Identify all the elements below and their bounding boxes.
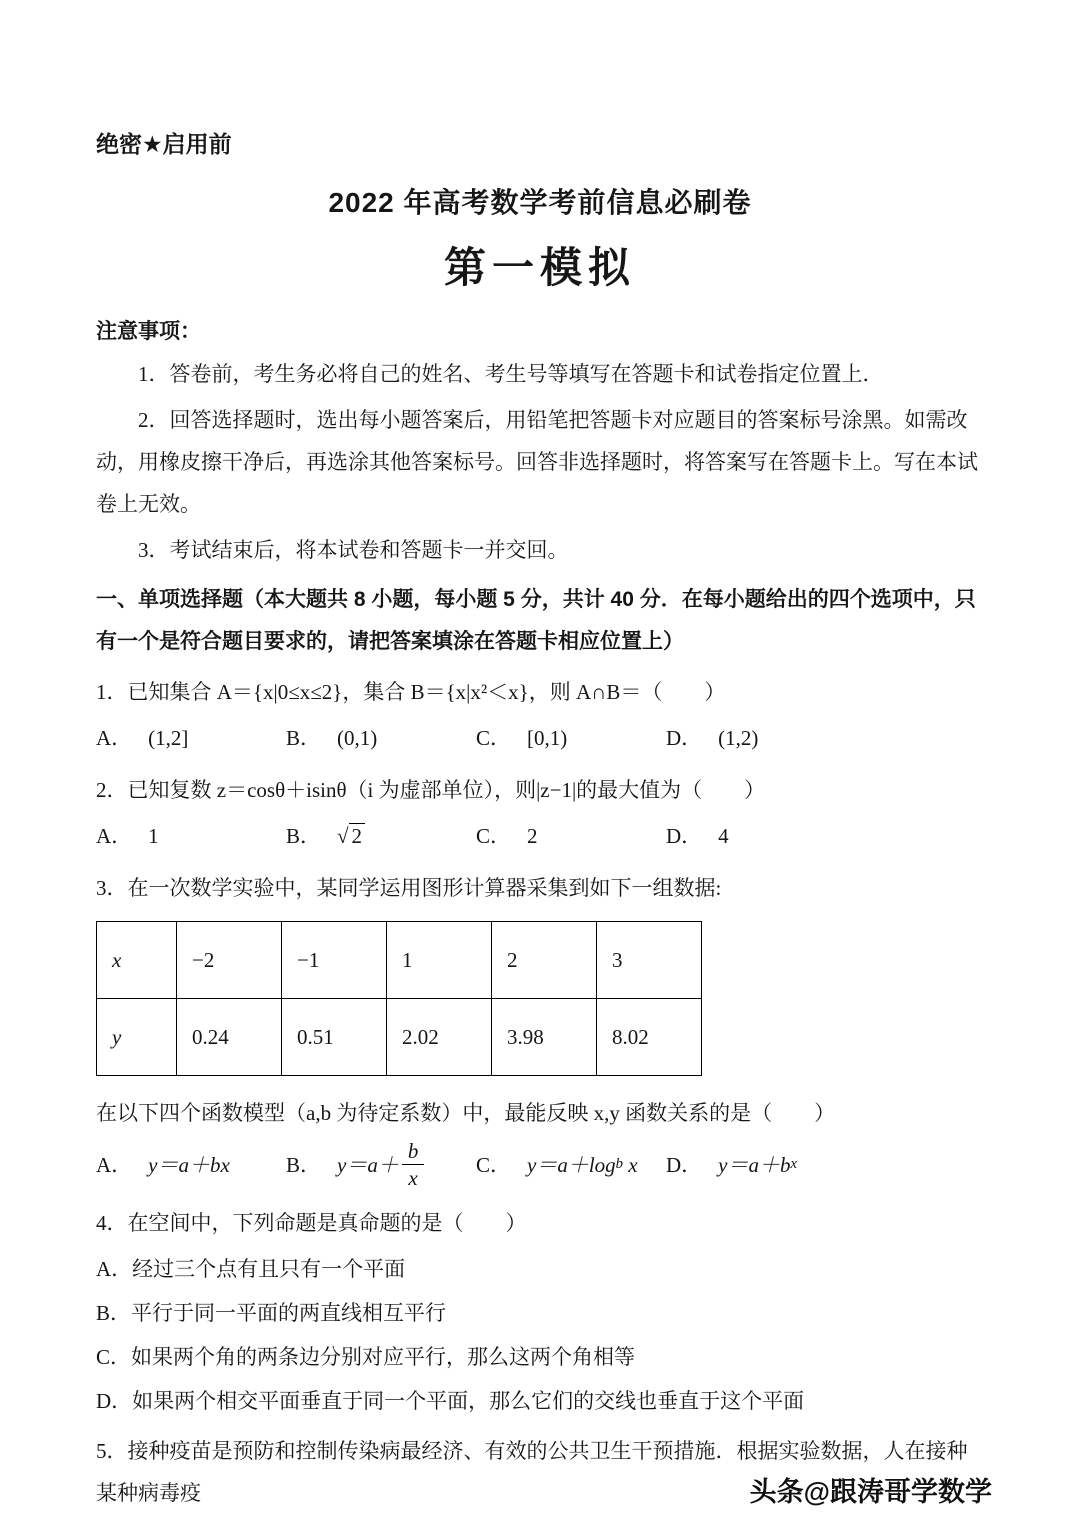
q2-stem: 2．已知复数 z＝cosθ＋isinθ（i 为虚部单位），则|z−1|的最大值为（ ） <box>96 778 766 802</box>
table-cell-x1: −2 <box>177 922 282 999</box>
q1-option-b-value: (0,1) <box>337 726 378 750</box>
table-row-x <box>97 922 702 999</box>
radicand: 2 <box>349 823 366 848</box>
q1-option-b <box>286 717 476 759</box>
q3-option-d-pre: y＝a＋b <box>718 1152 791 1177</box>
q4-option-a: A．经过三个点有且只有一个平面 <box>96 1256 406 1281</box>
q4-option-d: D．如果两个相交平面垂直于同一个平面，那么它们的交线也垂直于这个平面 <box>96 1388 805 1413</box>
fraction-denominator: x <box>402 1164 425 1191</box>
q3-options <box>96 1138 984 1192</box>
table-cell-x-label: x <box>97 922 177 999</box>
notices-section <box>96 315 984 571</box>
exponent: x <box>790 1156 798 1173</box>
q1-option-d <box>666 717 758 759</box>
q1-option-c <box>476 717 666 759</box>
question-2 <box>96 769 984 857</box>
q3-follow-text: 在以下四个函数模型（a,b 为待定系数）中，最能反映 x,y 函数关系的是（ ） <box>96 1101 836 1125</box>
option-label-d: D． <box>666 1152 703 1177</box>
q1-option-c-value: [0,1) <box>527 726 568 750</box>
q3-option-a <box>96 1138 286 1192</box>
option-label-b: B． <box>286 1152 322 1177</box>
exam-subtitle: 第一模拟 <box>443 244 636 291</box>
table-cell-x2: −1 <box>282 922 387 999</box>
table-row-y <box>97 999 702 1076</box>
q1-option-d-value: (1,2) <box>718 726 759 750</box>
q3-option-b-pre: y＝a＋ <box>337 1152 399 1177</box>
q2-options <box>96 815 984 857</box>
q3-option-c <box>476 1138 666 1192</box>
q5-stem: 5．接种疫苗是预防和控制传染病最经济、有效的公共卫生干预措施．根据实验数据，人在接种某种病毒疫 <box>96 1438 968 1505</box>
table-cell-y5: 8.02 <box>597 999 702 1076</box>
q2-option-a-value: 1 <box>148 824 159 848</box>
option-label-a: A． <box>96 726 133 750</box>
question-3 <box>96 867 984 1192</box>
section-one-heading: 一、单项选择题（本大题共 8 小题，每小题 5 分，共计 40 分．在每小题给出的四个选项中，只有一个是符合题目要求的，请把答案填涂在答题卡相应位置上） <box>96 588 976 653</box>
option-label-d: D． <box>666 824 703 848</box>
exam-title: 2022 年高考数学考前信息必刷卷 <box>328 187 752 218</box>
option-label-c: C． <box>476 824 512 848</box>
q4-option-c: C．如果两个角的两条边分别对应平行，那么这两个角相等 <box>96 1344 636 1369</box>
notice-item-3: 3．考试结束后，将本试卷和答题卡一并交回。 <box>138 538 569 562</box>
q2-option-c-value: 2 <box>527 824 538 848</box>
q1-option-a <box>96 717 286 759</box>
notices-heading: 注意事项： <box>96 320 201 343</box>
notice-item-1: 1．答卷前，考生务必将自己的姓名、考生号等填写在答题卡和试卷指定位置上． <box>138 362 884 386</box>
radical-sign-icon: √ <box>337 824 349 848</box>
fraction-numerator: b <box>407 1139 419 1163</box>
watermark: 头条@跟涛哥学数学 <box>749 1477 992 1507</box>
option-label-b: B． <box>286 824 322 848</box>
table-cell-y3: 2.02 <box>387 999 492 1076</box>
table-cell-x5: 3 <box>597 922 702 999</box>
table-cell-x4: 2 <box>492 922 597 999</box>
q2-option-d-value: 4 <box>718 824 729 848</box>
q3-option-c-pre: y＝a＋log <box>527 1152 616 1177</box>
q3-option-b <box>286 1138 476 1192</box>
option-label-d: D． <box>666 726 703 750</box>
q1-options <box>96 717 984 759</box>
q2-option-b-value <box>337 815 365 857</box>
q4-option-b: B．平行于同一平面的两直线相互平行 <box>96 1300 447 1325</box>
q2-option-a <box>96 815 286 857</box>
classification-label: 绝密★启用前 <box>96 131 232 157</box>
option-label-a: A． <box>96 824 133 848</box>
q3-stem: 3．在一次数学实验中，某同学运用图形计算器采集到如下一组数据: <box>96 876 722 900</box>
q2-option-b <box>286 815 476 857</box>
option-label-c: C． <box>476 726 512 750</box>
option-label-b: B． <box>286 726 322 750</box>
notice-item-2: 2．回答选择题时，选出每小题答案后，用铅笔把答题卡对应题目的答案标号涂黑。如需改动，用橡皮擦干净后，再选涂其他答案标号。回答非选择题时，将答案写在答题卡上。写在本试卷上无效。 <box>96 408 978 516</box>
q2-option-d <box>666 815 729 857</box>
q3-option-c-post: x <box>628 1152 638 1177</box>
q3-option-d <box>666 1138 797 1192</box>
option-label-a: A． <box>96 1152 133 1177</box>
q3-data-table <box>96 921 702 1076</box>
q1-stem: 1．已知集合 A＝{x|0≤x≤2}，集合 B＝{x|x²＜x}，则 A∩B＝（ ） <box>96 680 726 704</box>
q1-option-a-value: (1,2] <box>148 726 189 750</box>
table-cell-y4: 3.98 <box>492 999 597 1076</box>
fraction <box>402 1138 425 1192</box>
table-cell-y2: 0.51 <box>282 999 387 1076</box>
q2-option-c <box>476 815 666 857</box>
table-cell-x3: 1 <box>387 922 492 999</box>
log-base: b <box>615 1156 624 1173</box>
table-cell-y-label: y <box>97 999 177 1076</box>
option-label-c: C． <box>476 1152 512 1177</box>
q4-stem: 4．在空间中，下列命题是真命题的是（ ） <box>96 1210 527 1235</box>
table-cell-y1: 0.24 <box>177 999 282 1076</box>
question-1 <box>96 671 984 759</box>
q3-option-a-value: y＝a＋bx <box>148 1152 230 1177</box>
question-4 <box>96 1202 984 1422</box>
